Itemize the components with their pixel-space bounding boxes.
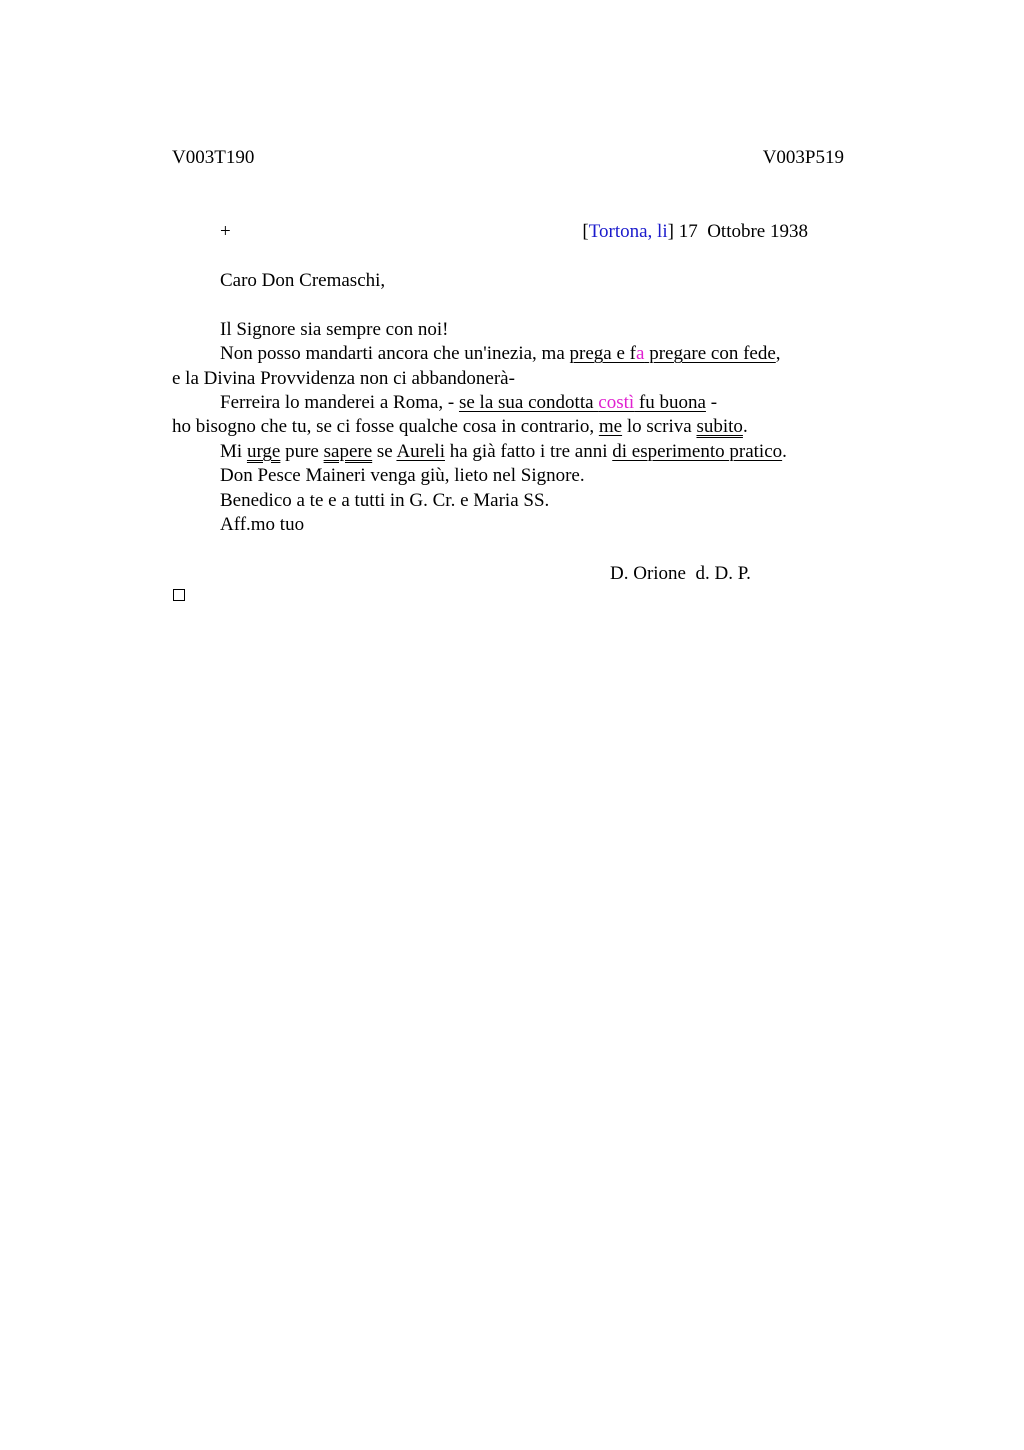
p2-underlined-1 — [570, 343, 776, 364]
date-bracket-close: ] — [667, 221, 674, 242]
end-box-symbol — [173, 589, 185, 601]
p4-underlined-esperimento: di esperimento pratico — [612, 441, 783, 462]
paragraph-3 — [220, 391, 717, 415]
paragraph-5: Don Pesce Maineri venga giù, lieto nel Signore. — [220, 465, 585, 486]
p3-correction: costì — [598, 392, 635, 413]
p3c-mid: lo scriva — [622, 416, 697, 437]
p3-lead: Ferreira lo manderei a Roma, - — [220, 392, 459, 413]
p4-w2: pure — [280, 441, 324, 462]
p4-double-underlined-urge: urge — [246, 441, 281, 462]
p4-double-underlined-sapere: sapere — [323, 441, 373, 462]
p3c-lead: ho bisogno che tu, se ci fosse qualche cosa in contrario, — [172, 416, 599, 437]
p3-underlined-1-text: se la sua condotta — [458, 392, 599, 413]
p3c-double-underlined-subito: subito — [696, 416, 743, 437]
p3c-tail: . — [742, 416, 748, 437]
p4-w1: Mi — [220, 441, 247, 462]
signature: D. Orione d. D. P. — [610, 563, 751, 584]
paragraph-2 — [220, 342, 781, 366]
document-code-left: V003T190 — [172, 147, 255, 168]
letter-date — [582, 220, 808, 244]
paragraph-4 — [220, 440, 787, 464]
p2-tail: , — [775, 343, 781, 364]
date-bracket-open: [ — [582, 221, 589, 242]
p4-tail: . — [782, 441, 787, 462]
p3-underlined-2-text: fu buona — [634, 392, 706, 413]
closing: Aff.mo tuo — [220, 514, 305, 535]
document-code-right: V003P519 — [762, 147, 844, 168]
p4-underlined-aureli: Aureli — [396, 441, 445, 462]
p3c-underlined-me: me — [598, 416, 623, 437]
paragraph-1: Il Signore sia sempre con noi! — [220, 319, 449, 340]
date-place: Tortona, li — [588, 221, 668, 242]
p2-underlined-1-text: prega e f — [569, 343, 636, 364]
p3-tail: - — [705, 392, 718, 413]
paragraph-6: Benedico a te e a tutti in G. Cr. e Maria SS. — [220, 490, 550, 511]
p3-underlined — [459, 392, 706, 413]
p2-lead: Non posso mandarti ancora che un'inezia, ma — [220, 343, 570, 364]
p4-w3: se — [372, 441, 397, 462]
paragraph-3-continued — [172, 415, 748, 439]
date-text: 17 Ottobre 1938 — [673, 221, 808, 242]
salutation: Caro Don Cremaschi, — [220, 270, 386, 291]
p2-correction: a — [636, 343, 645, 364]
paragraph-2-continued: e la Divina Provvidenza non ci abbandonerà- — [172, 368, 515, 389]
p4-w4: ha già fatto i tre anni — [444, 441, 613, 462]
cross-symbol: + — [220, 221, 231, 242]
p2-underlined-2-text: pregare con fede — [644, 343, 776, 364]
